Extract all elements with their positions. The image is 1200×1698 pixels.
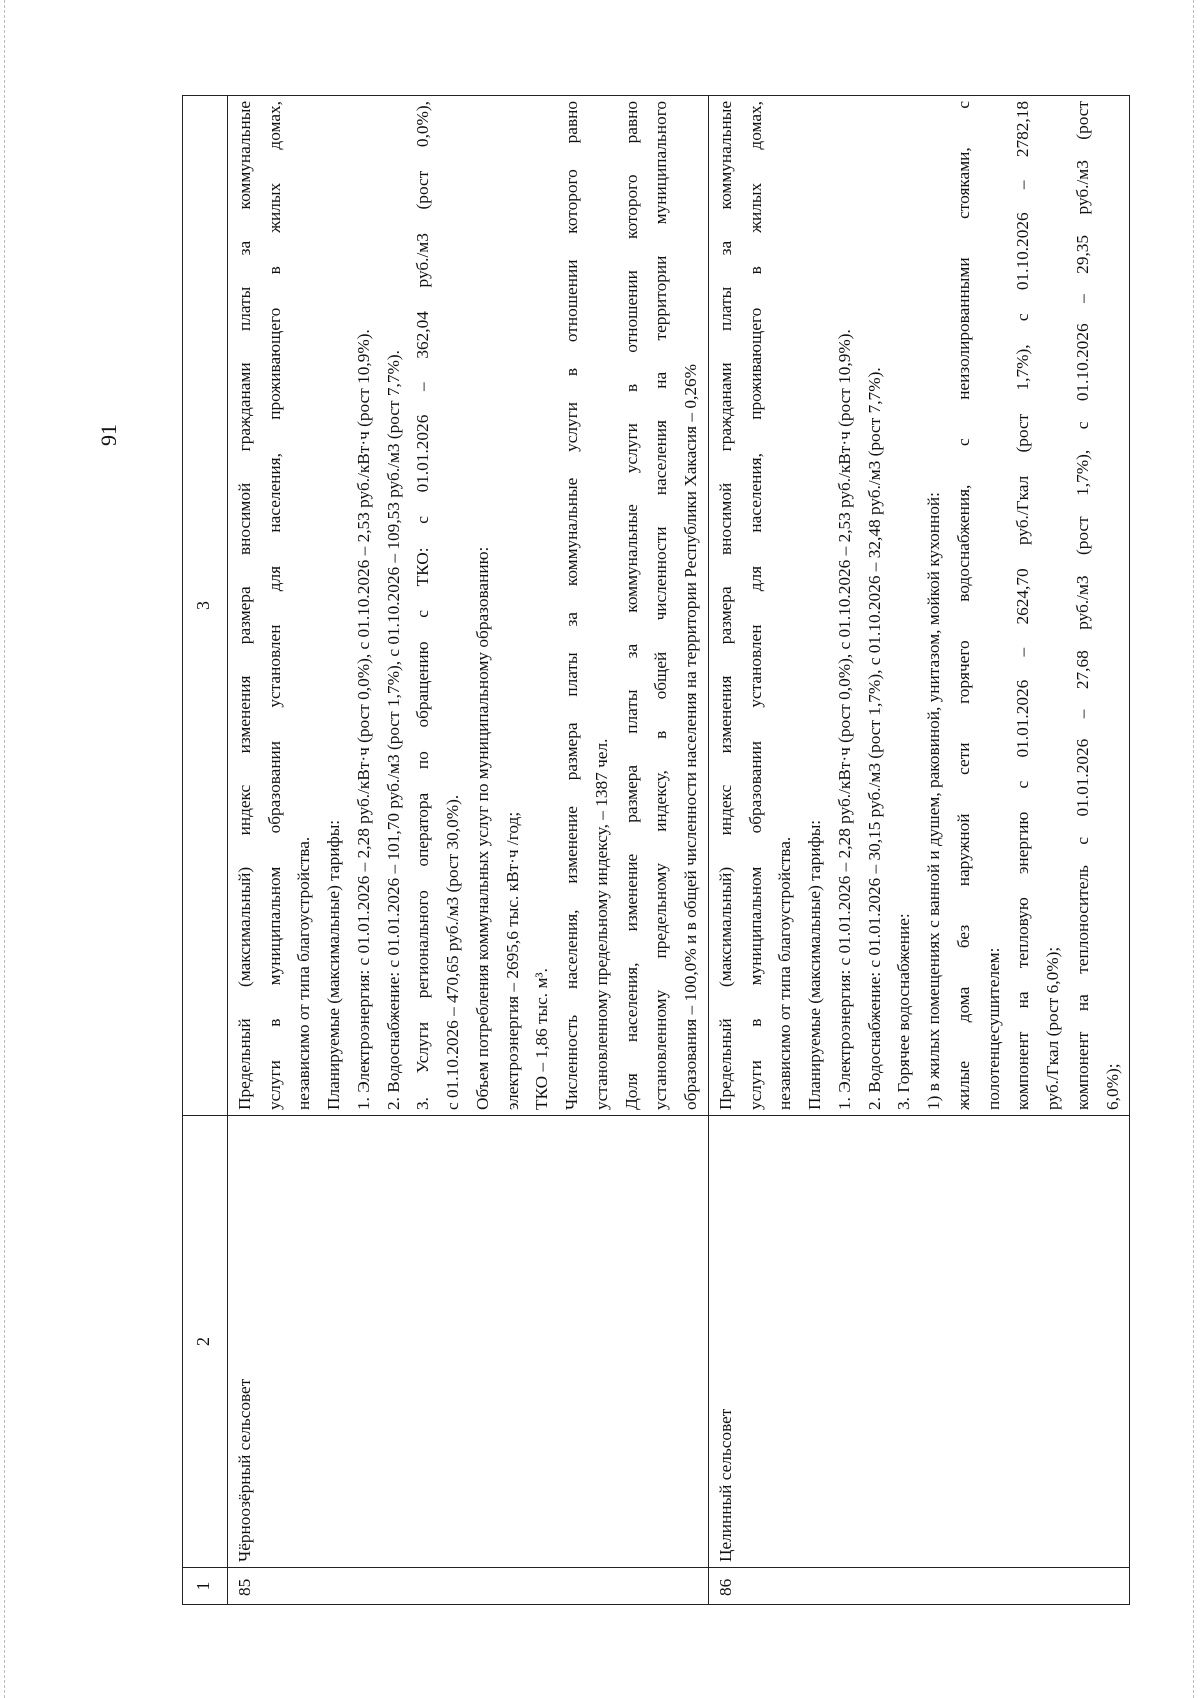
description-line: 2. Водоснабжение: с 01.01.2026 – 101,70 руб./м3 (рост 1,7%), с 01.10.2026 – 109,53 руб./м3 (рост 7,7%). bbox=[383, 350, 403, 1110]
description-line: электроэнергия – 2695,6 тыс. кВт·ч /год; bbox=[502, 811, 522, 1110]
description-line: 1. Электроэнергия: с 01.01.2026 – 2,28 руб./кВт·ч (рост 0,0%), с 01.10.2026 – 2,53 руб./кВт·ч (рост 10,9%). bbox=[353, 329, 373, 1110]
description-line: Объем потребления коммунальных услуг по муниципальному образованию: bbox=[472, 546, 492, 1110]
description-line: Доля населения, изменение размера платы за коммунальные услуги в отношении которого равно bbox=[621, 101, 641, 1110]
description-line: Численность населения, изменение размера платы за коммунальные услуги в отношении которого равно bbox=[562, 101, 582, 1110]
tariff-table bbox=[182, 95, 1130, 1605]
description-line: 1) в жилых помещениях с ванной и душем, раковиной, унитазом, мойкой кухонной: bbox=[924, 492, 944, 1110]
description-line: 2. Водоснабжение: с 01.01.2026 – 30,15 руб./м3 (рост 1,7%), с 01.10.2026 – 32,48 руб./м3 (рост 7,7%). bbox=[864, 367, 884, 1110]
tariff-description bbox=[708, 96, 1130, 1116]
description-line: независимо от типа благоустройства. bbox=[294, 836, 314, 1110]
row-number: 85 bbox=[227, 1568, 708, 1605]
header-col-2: 2 bbox=[183, 1116, 228, 1568]
description-line: установленному предельному индексу, в общей численности населения на территории муниципального bbox=[651, 101, 671, 1110]
municipality-name: Целинный сельсовет bbox=[708, 1116, 1130, 1568]
description-line: руб./Гкал (рост 6,0%); bbox=[1043, 946, 1063, 1110]
table-row bbox=[708, 96, 1130, 1605]
rotated-table-container bbox=[182, 95, 1122, 1605]
description-line: услуги в муниципальном образовании установлен для населения, проживающего в жилых домах, bbox=[264, 101, 284, 1110]
page-number: 91 bbox=[96, 424, 121, 446]
header-col-1: 1 bbox=[183, 1568, 228, 1605]
description-line: установленному предельному индексу, – 1387 чел. bbox=[591, 738, 611, 1110]
description-line: 1. Электроэнергия: с 01.01.2026 – 2,28 руб./кВт·ч (рост 0,0%), с 01.10.2026 – 2,53 руб./кВт·ч (рост 10,9%). bbox=[834, 329, 854, 1110]
scan-edge-left bbox=[4, 0, 5, 1698]
description-line: 6,0%); bbox=[1102, 1063, 1122, 1110]
description-line: Планируемые (максимальные) тарифы: bbox=[805, 819, 825, 1110]
description-line: полотенцесушителем: bbox=[983, 947, 1003, 1110]
description-line: Предельный (максимальный) индекс изменения размера вносимой гражданами платы за коммунальные bbox=[234, 101, 254, 1110]
description-line: Предельный (максимальный) индекс изменения размера вносимой гражданами платы за коммунальные bbox=[715, 101, 735, 1110]
description-line: ТКО – 1,86 тыс. м³. bbox=[532, 968, 552, 1110]
description-line: 3. Горячее водоснабжение: bbox=[894, 913, 914, 1110]
row-number: 86 bbox=[708, 1568, 1130, 1605]
description-line: компонент на тепловую энергию с 01.01.2026 – 2624,70 руб./Гкал (рост 1,7%), с 01.10.2026 – 2782,18 bbox=[1013, 101, 1033, 1110]
table-header-row bbox=[183, 96, 228, 1605]
description-line: образования – 100,0% и в общей численности населения на территории Республики Хакасия – 0,26% bbox=[681, 363, 701, 1110]
description-line: жилые дома без наружной сети горячего водоснабжения, с неизолированными стояками, с bbox=[953, 101, 973, 1110]
table-row bbox=[227, 96, 708, 1605]
description-line: компонент на теплоноситель с 01.01.2026 – 27,68 руб./м3 (рост 1,7%), с 01.10.2026 – 29,35 руб./м3 (рост bbox=[1072, 101, 1092, 1110]
description-line: с 01.10.2026 – 470,65 руб./м3 (рост 30,0%). bbox=[443, 794, 463, 1110]
tariff-description bbox=[227, 96, 708, 1116]
description-line: Планируемые (максимальные) тарифы: bbox=[324, 819, 344, 1110]
municipality-name: Чёрноозёрный сельсовет bbox=[227, 1116, 708, 1568]
header-col-3: 3 bbox=[183, 96, 228, 1116]
description-line: 3. Услуги регионального оператора по обращению с ТКО: с 01.01.2026 – 362,04 руб./м3 (рост 0,0%), bbox=[413, 101, 433, 1110]
description-line: услуги в муниципальном образовании установлен для населения, проживающего в жилых домах, bbox=[745, 101, 765, 1110]
description-line: независимо от типа благоустройства. bbox=[775, 836, 795, 1110]
scan-edge-right bbox=[1193, 0, 1194, 1698]
